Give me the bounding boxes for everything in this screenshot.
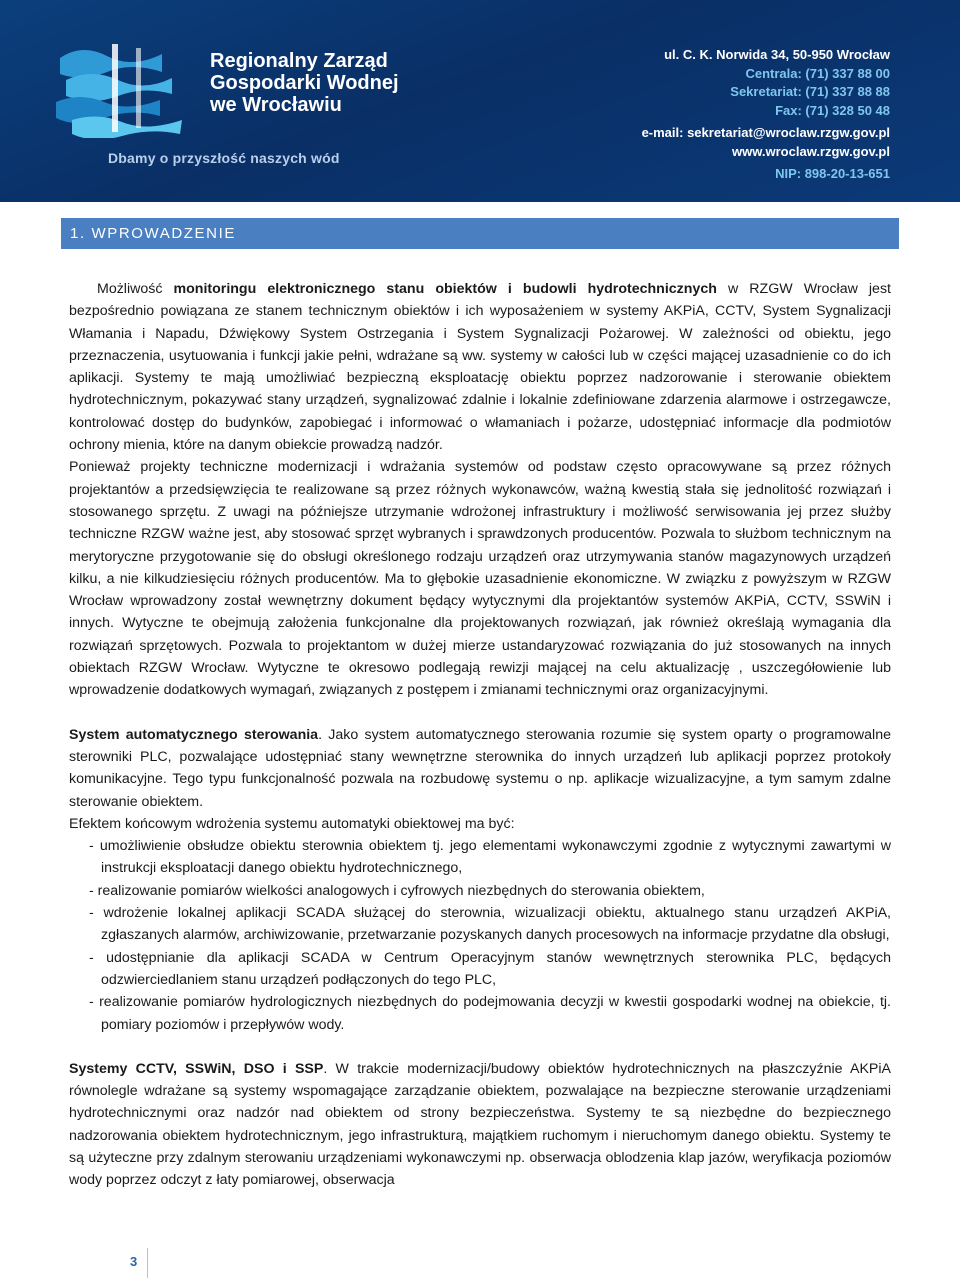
list-item: - wdrożenie lokalnej aplikacji SCADA służącej do sterownia, wizualizacji obiektu, aktualnego stanu urządzeń AKPiA, zgłaszanych alarmów, archiwizowanie, przetwarzanie pozyskanych danych procesowych na informacje przydatne dla obsługi, (89, 905, 891, 944)
automation-list-intro: Efektem końcowym wdrożenia systemu automatyki obiektowej ma być: (69, 815, 515, 832)
phone-sekretariat: Sekretariat: (71) 337 88 88 (730, 84, 890, 99)
nip: NIP: 898-20-13-651 (775, 166, 890, 181)
rzgw-logo-icon (52, 38, 202, 138)
address: ul. C. K. Norwida 34, 50-950 Wrocław (664, 47, 890, 62)
section-title: 1. WPROWADZENIE (70, 225, 236, 242)
fax: Fax: (71) 328 50 48 (775, 102, 890, 118)
organization-name: Regionalny Zarząd Gospodarki Wodnej we Wrocławiu (210, 50, 399, 116)
cctv-heading: Systemy CCTV, SSWiN, DSO i SSP (69, 1060, 324, 1077)
document-body (69, 278, 891, 1192)
cctv-paragraph: Systemy CCTV, SSWiN, DSO i SSP. W trakcie modernizacji/budowy obiektów hydrotechnicznych na płaszczyźnie AKPiA równolegle wdrażane są systemy wspomagające zarządzanie obiektem, pozwalające na bezpieczne sterowanie urządzeniami hydrotechnicznymi oraz nadzór nad obiektem od strony bezpieczeństwa. Systemy te są niezbędne do bezpiecznego nadzorowania obiektem hydrotechnicznym, jego infrastrukturą, majątkiem ruchomym i nieruchomym danego obiektu. Systemy te są użyteczne przy zdalnym sterowaniu urządzeniami wykonawczymi np. obserwacja oblodzenia klap jazów, weryfikacja poziomów wody poprzez odczyt z łaty pomiarowej, obserwacja (69, 1060, 891, 1189)
list-item: - realizowanie pomiarów hydrologicznych niezbędnych do podejmowania decyzji w kwestii gospodarki wodnej na obiekcie, tj. pomiary poziomów i przepływów wody. (89, 994, 891, 1033)
intro-bold-phrase: monitoringu elektronicznego stanu obiektów i budowli hydrotechnicznych (173, 281, 717, 297)
list-item: - umożliwienie obsłudze obiektu sterownia obiektem tj. jego elementami wykonawczymi zgodnie z wytycznymi zawartymi w instrukcji eksploatacji danego obiektu hydrotechnicznego, (89, 838, 891, 877)
intro-paragraph-2: Ponieważ projekty techniczne modernizacji i wdrażania systemów od podstaw często opracowywane są przez różnych projektantów a przedsięwzięcia te realizowane są przez różnych wykonawców, ważną kwestią stała się jednolitość rozwiązań i stosowanego sprzętu. Z uwagi na późniejsze utrzymanie wdrożonej infrastruktury i możliwość serwisowania jej przez służby techniczne RZGW ważne jest, aby stosować sprzęt wybranych i sprawdzonych producentów. Pozwala to służbom technicznym na merytoryczne przygotowanie się do obsługi określonego rodzaju urządzeń oraz utrzymywania stanów magazynowych urządzeń kilku, a nie kilkudziesięciu różnych producentów. Ma to głębokie uzasadnienie ekonomiczne. W związku z powyższym w RZGW Wrocław wprowadzony został wewnętrzny dokument będący wytycznymi dla projektantów systemów AKPiA, CCTV, SSWiN i innych. Wytyczne te obejmują założenia funkcjonalne dla projektowanych rozwiązań, jak również określają wymagania dla rozwiązań sprzętowych. Pozwala to projektantom w dużej mierze ustandaryzować rozwiązania do już stosowanych na innych obiektach RZGW Wrocław. Wytyczne te okresowo podlegają rewizji mającej na celu aktualizację , uszczegółowienie lub wprowadzenie dodatkowych wymagań, związanych z postępem i zmianami technicznymi oraz organizacyjnymi. (69, 459, 891, 699)
phone-centrala: Centrala: (71) 337 88 00 (745, 65, 890, 81)
website: www.wroclaw.rzgw.gov.pl (732, 143, 890, 159)
automation-paragraph: System automatycznego sterowania. Jako system automatycznego sterowania rozumie się system oparty o programowalne sterowniki PLC, pozwalające udostępniać stany wewnętrzne sterownika do innych urządzeń lub aplikacji poprzez protokoły komunikacyjne. Tego typu funkcjonalność pozwala na rozbudowę systemu o np. aplikacje wizualizacyjne, a tym samym zdalne sterowanie obiektem. (69, 726, 891, 810)
contact-block (642, 46, 890, 184)
list-item: - udostępnianie dla aplikacji SCADA w Centrum Operacyjnym stanów wewnętrznych sterownika PLC, będących odzwierciedlaniem stanu urządzeń podłączonych do tego PLC, (89, 949, 891, 988)
automation-heading: System automatycznego sterowania (69, 726, 319, 743)
automation-list (69, 835, 891, 1036)
section-header-bar (61, 218, 899, 249)
email: e-mail: sekretariat@wroclaw.rzgw.gov.pl (641, 125, 890, 140)
letterhead-banner (0, 0, 960, 202)
page-number-divider (147, 1248, 148, 1278)
list-item: - realizowanie pomiarów wielkości analogowych i cyfrowych niezbędnych do sterowania obiektem, (89, 882, 705, 899)
page-number: 3 (130, 1254, 138, 1269)
slogan: Dbamy o przyszłość naszych wód (108, 150, 340, 166)
intro-paragraph: Możliwość monitoringu elektronicznego stanu obiektów i budowli hydrotechnicznych w RZGW Wrocław jest bezpośrednio powiązana ze stanem technicznym obiektów i ich wyposażeniem w systemy AKPiA, CCTV, System Sygnalizacji Włamania i Napadu, Dźwiękowy System Ostrzegania i System Sygnalizacji Pożarowej. W zależności od obiektu, jego przeznaczenia, usytuowania i funkcji jakie pełni, wdrażane są ww. systemy w całości lub w części mającej uzasadnienie co do ich aplikacji. Systemy te mają umożliwiać bezpieczną eksploatację obiektu poprzez nadzorowanie i sterowanie obiektem hydrotechnicznym, pokazywać stany urządzeń, sygnalizować zdalnie i lokalnie zdefiniowane zdarzenia alarmowe i ostrzegawcze, kontrolować dostęp do budynków, zapobiegać i informować o włamaniach i pożarze, udostępniać informacje dla podmiotów ochrony mienia, które na danym obiekcie prowadzą nadzór. (69, 281, 891, 454)
